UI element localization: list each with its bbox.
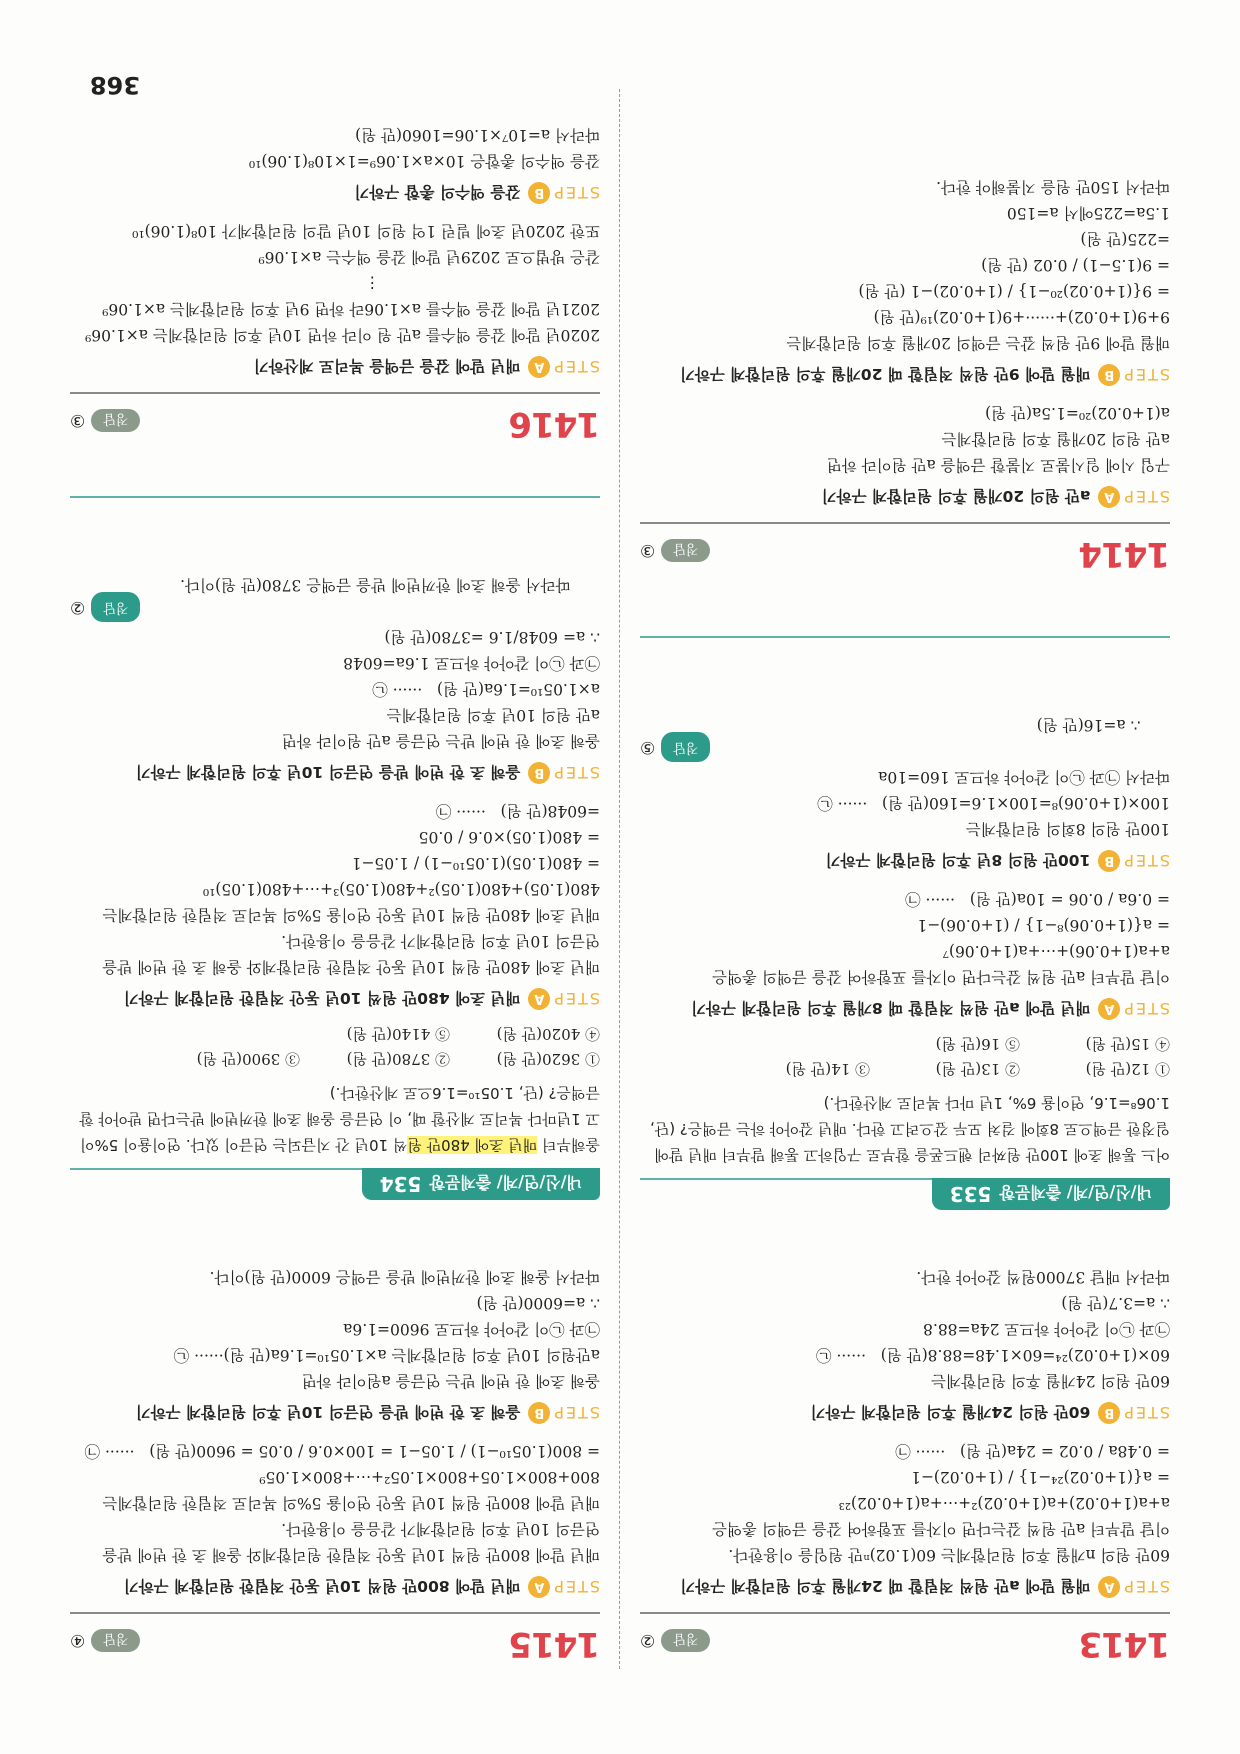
problem-number: 1415 xyxy=(509,1624,600,1664)
step-a-heading: STEP A a만 원의 20개월 후의 원리합계 구하기 xyxy=(821,487,1170,507)
text-line: 연금의 10년 후의 원리합계가 같음을 이용한다. xyxy=(281,932,600,950)
text-line: 연금의 10년 후의 원리합계가 같음을 이용한다. xyxy=(281,1520,600,1538)
answer-badge: 정답 xyxy=(91,409,140,432)
step-title: 올해 초 한 번에 받을 연금의 10년 후의 원리합계 구하기 xyxy=(135,1403,521,1421)
formula-line: a×1.05¹⁰=1.6a(만 원) ······ ㉡ xyxy=(372,680,600,698)
step-a-heading: STEP A 매년 말에 갚을 금액을 복리로 계산하기 xyxy=(253,357,600,377)
answer xyxy=(640,1629,710,1652)
step-title: 매년 말에 갚을 금액을 복리로 계산하기 xyxy=(253,357,521,375)
answer xyxy=(640,539,710,562)
step-a-heading: STEP A 매년 말에 a만 원씩 적립할 때 8개월 후의 원리합계 구하기 xyxy=(691,999,1170,1019)
answer-value: ③ xyxy=(640,540,656,561)
step-b-heading: STEP B 60만 원의 24개월 후의 원리합계 구하기 xyxy=(810,1403,1170,1423)
conclusion-line: 따라서 매달 37000원씩 갚아야 한다. xyxy=(916,1268,1170,1286)
step-b-icon: B xyxy=(528,182,550,204)
formula-line: ㉠과 ㉡이 같아야 하므로 24a=88.8 xyxy=(923,1320,1170,1338)
section-rule xyxy=(640,636,1170,638)
problem-header-1413 xyxy=(640,1612,1170,1666)
problem-number: 1416 xyxy=(509,404,600,444)
step-title: 매월 말에 a만 원씩 적립할 때 24개월 후의 원리합계 구하기 xyxy=(680,1577,1091,1595)
choices xyxy=(640,1034,1170,1080)
formula-line: = 9{(1+0.02)²⁰−1} / (1+0.02)−1 (만 원) xyxy=(858,282,1170,300)
step-b-heading: STEP B 올해 초 한 번에 받을 연금의 10년 후의 원리합계 구하기 xyxy=(135,1403,600,1423)
problem-number: 1413 xyxy=(1079,1624,1170,1664)
left-column xyxy=(640,174,1170,1666)
formula-line: ∴ a=6000(만 원) xyxy=(476,1294,600,1312)
text-line: 올해 초에 한 번에 받는 연금을 a만 원이라 하면 xyxy=(281,732,600,750)
choice-4: ④ 4020(만 원) xyxy=(496,1025,600,1043)
problem-header-1414 xyxy=(640,522,1170,576)
text-line: 이달 말부터 a만 원씩 갚는다면 이자를 포함하여 갚을 금액의 총액은 xyxy=(712,1520,1170,1538)
choice-5: ⑤ 4140(만 원) xyxy=(346,1025,450,1043)
step-b-icon: B xyxy=(528,762,550,784)
step-a-icon: A xyxy=(528,988,550,1010)
formula-line: ㉠과 ㉡이 같아야 하므로 1.6a=6048 xyxy=(343,654,600,672)
text-line: 같은 방법으로 2029년 말에 갚을 액수는 a×1.06⁹ xyxy=(258,248,600,266)
step-title: 매월 말에 9만 원씩 적립할 때 20개월 후의 원리합계 구하기 xyxy=(679,365,1091,383)
highlighted-text: 매년 초에 480만 원 xyxy=(407,1136,538,1154)
step-a-heading: STEP A 매년 초에 480만 원씩 10년 동안 적립한 원리합계 구하기 xyxy=(123,989,600,1009)
step-b-heading: STEP B 100만 원의 8년 후의 원리합계 구하기 xyxy=(825,851,1170,871)
text-line: 구입 시에 일시불로 지불할 금액을 a만 원이라 하면 xyxy=(826,456,1170,474)
step-title: 60만 원의 24개월 후의 원리합계 구하기 xyxy=(810,1403,1091,1421)
text-line: 60만 원의 24개월 후의 원리합계는 xyxy=(931,1372,1170,1390)
answer xyxy=(70,409,140,432)
text-line: 매월 말에 9만 원씩 갚는 금액의 20개월 후의 원리합계는 xyxy=(786,334,1170,352)
choice-1: ① 12(만 원) xyxy=(1085,1060,1170,1078)
formula-line: =225(만 원) xyxy=(1080,230,1170,248)
step-title: 매년 초에 480만 원씩 10년 동안 적립한 원리합계 구하기 xyxy=(123,989,521,1007)
step-b-icon: B xyxy=(1098,1402,1120,1424)
choice-3: ③ 14(만 원) xyxy=(785,1060,870,1078)
formula-line: 100×(1+0.06)⁸=100×1.6=160(만 원) ······ ㉡ xyxy=(817,794,1170,812)
answer xyxy=(70,1629,140,1652)
step-b-heading: STEP B 올해 초 한 번에 받을 연금의 10년 후의 원리합계 구하기 xyxy=(135,763,600,783)
answer-badge: 정답 xyxy=(661,1629,710,1652)
text-line: 이달 말부터 a만 원씩 갚는다면 이자를 포함하여 갚을 금액의 총액은 xyxy=(712,968,1170,986)
answer xyxy=(640,732,710,762)
step-title: 매년 말에 a만 원씩 적립할 때 8개월 후의 원리합계 구하기 xyxy=(691,999,1091,1017)
formula-line: = 480(1.05)×0.6 / 0.05 xyxy=(418,828,600,846)
formula-line: ∴ a=3.7(만 원) xyxy=(1061,1294,1170,1312)
conclusion-line: 따라서 올해 초에 한꺼번에 받을 금액은 6000(만 원)이다. xyxy=(209,1268,600,1286)
step-a-icon: A xyxy=(528,1576,550,1598)
choice-2: ② 3780(만 원) xyxy=(346,1050,450,1068)
formula-line: a만원의 10년 후의 원리합계는 a×1.05¹⁰=1.6a(만 원)······ ㉡ xyxy=(173,1346,600,1364)
problem-header-1415 xyxy=(70,1612,600,1666)
formula-line: ∴ a= 6048/1.6 =3780(만 원) xyxy=(384,628,600,646)
answer-value: ② xyxy=(640,1630,656,1651)
formula-line: a+a(1+0.06)+⋯+a(1+0.06)⁷ xyxy=(942,942,1170,960)
related-problem-banner-534 xyxy=(70,1168,600,1204)
related-problem-banner-533 xyxy=(640,1178,1170,1214)
answer-value: ② xyxy=(70,597,86,617)
step-b-icon: B xyxy=(1098,850,1120,872)
answer xyxy=(70,592,140,622)
step-a-icon: A xyxy=(528,356,550,378)
step-b-heading: STEP B 매월 말에 9만 원씩 적립할 때 20개월 후의 원리합계 구하기 xyxy=(679,365,1170,385)
text-line: 매년 말에 800만 원씩 10년 동안 적립한 원리합계와 올해 초 한 번에 받을 xyxy=(102,1546,600,1564)
column-divider xyxy=(619,89,620,1669)
step-a-icon: A xyxy=(1098,998,1120,1020)
answer-badge: 정답 xyxy=(661,539,710,562)
formula-line: = 9(1.5−1) / 0.02 (만 원) xyxy=(981,256,1170,274)
step-title: 갚을 액수의 총합 구하기 xyxy=(354,183,521,201)
formula-line: 60×(1+0.02)²⁴=60×1.48=88.8(만 원) ······ ㉡ xyxy=(815,1346,1170,1364)
text-line: 2020년 말에 갚을 액수를 a만 원 이라 하면 10년 후의 원리합계는 a×1.06⁹ xyxy=(85,326,600,344)
problem-header-1416 xyxy=(70,392,600,446)
step-a-heading: STEP A 매년 말에 800만 원씩 10년 동안 적립한 원리합계 구하기 xyxy=(123,1577,600,1597)
answer-value: ⑤ xyxy=(640,737,656,757)
text-line: a만 원의 10년 후의 원리합계는 xyxy=(386,706,600,724)
formula-line: = 0.48a / 0.02 = 24a(만 원) ······ ㉠ xyxy=(895,1442,1170,1460)
formula-line: = a{(1+0.06)⁸−1} / (1+0.06)−1 xyxy=(917,916,1170,934)
text-line: 매년 초에 480만 원씩 10년 동안 적립한 원리합계와 올해 초 한 번에 받을 xyxy=(102,958,600,976)
choice-2: ② 13(만 원) xyxy=(935,1060,1020,1078)
question-text: 올해부터 매년 초에 480만 원씩 10년 간 지급되는 연금이 있다. 연이율이 5%이고 1년마다 복리로 계산할 때, 이 연금을 올해 초에 한꺼번에 받는다면 받아야 할 금액은? (단, 1.05¹⁰=1.6으로 계산한다.) xyxy=(79,1084,600,1154)
banner-label: 내/신/연/계/ 출제문항534 xyxy=(362,1168,600,1200)
formula-line: = 800(1.05¹⁰−1) / 1.05−1 = 100×0.6 / 0.05 = 9600(만 원) ······ ㉠ xyxy=(84,1442,600,1460)
text-line: 2021년 말에 갚을 액수를 a×1.06라 하면 9년 후의 원리합계는 a×1.06⁹ xyxy=(102,300,600,318)
step-title: 100만 원의 8년 후의 원리합계 구하기 xyxy=(825,851,1091,869)
choice-1: ① 3620(만 원) xyxy=(496,1050,600,1068)
text-line: a만 원의 20개월 후의 원리합계는 xyxy=(941,430,1170,448)
choices xyxy=(70,1024,600,1070)
step-title: 매년 말에 800만 원씩 10년 동안 적립한 원리합계 구하기 xyxy=(123,1577,521,1595)
formula-line: 갚을 액수의 총합은 10×a×1.06⁹=1×10⁸(1.06)¹⁰ xyxy=(248,152,600,170)
formula-line: = 480(1.05)(1.05¹⁰−1) / 1.05−1 xyxy=(351,854,600,872)
text-line: 매년 말에 800만 원씩 10년 동안 연이율 5%의 복리로 적립한 원리합계는 xyxy=(102,1494,600,1512)
formula-line: a+a(1+0.02)+a(1+0.02)²+⋯+a(1+0.02)²³ xyxy=(838,1494,1170,1512)
formula-line: ㉠과 ㉡이 같아야 하므로 9600=1.6a xyxy=(343,1320,600,1338)
problem-number: 1414 xyxy=(1079,534,1170,574)
formula-line: a(1+0.02)²⁰=1.5a(만 원) xyxy=(985,404,1170,422)
text-line: 100만 원의 8회의 원리합계는 xyxy=(966,820,1170,838)
choice-5: ⑤ 16(만 원) xyxy=(935,1035,1020,1053)
step-b-icon: B xyxy=(528,1402,550,1424)
text-line: 매년 초에 480만 원씩 10년 동안 연이율 5%의 복리로 적립한 원리합계는 xyxy=(102,906,600,924)
text-line: 60만 원의 n개월 후의 원리합계는 60(1.02)ⁿ만 원임을 이용한다. xyxy=(728,1546,1170,1564)
banner-label: 내/신/연/계/ 출제문항533 xyxy=(932,1178,1170,1210)
formula-line: 따라서 ㉠과 ㉡이 같아야 하므로 160=10a xyxy=(878,768,1170,786)
text-line: 또한 2020년 초에 빌린 1억 원의 10년 말의 원리합계가 10⁸(1.06)¹⁰ xyxy=(132,222,600,240)
result-line: 따라서 올해 초에 한꺼번에 받을 금액은 3780(만 원)이다. 정답 ② xyxy=(70,520,600,624)
step-a-icon: A xyxy=(1098,1576,1120,1598)
question-text: 어느 통해 초에 100만 원짜리 핸드폰을 할부로 구입하고 통해 말부터 매년 말에 일정한 금액으로 8회에 걸쳐 모두 갚으려고 한다. 매년 갚아야 하는 금액은? (단, 1.06⁸=1.6, 연이율 6%, 1년 마다 복리로 계산한다.) xyxy=(649,1094,1170,1164)
step-a-heading: STEP A 매월 말에 a만 원씩 적립할 때 24개월 후의 원리합계 구하기 xyxy=(680,1577,1170,1597)
step-a-icon: A xyxy=(1098,486,1120,508)
formula-line: 480(1.05)+480(1.05)²+480(1.05)³+⋯+480(1.05)¹⁰ xyxy=(202,880,600,898)
formula-line: =6048(만 원) ······ ㉠ xyxy=(435,802,600,820)
conclusion-line: 따라서 150만 원을 지불해야 한다. xyxy=(936,178,1170,196)
formula-line: = a{(1+0.02)²⁴−1} / (1+0.02)−1 xyxy=(911,1468,1170,1486)
page-number: 368 xyxy=(89,71,140,99)
formula-line: = 0.6a / 0.06 = 10a(만 원) ······ ㉠ xyxy=(905,890,1170,908)
step-title: 올해 초 한 번에 받을 연금의 10년 후의 원리합계 구하기 xyxy=(135,763,521,781)
step-title: a만 원의 20개월 후의 원리합계 구하기 xyxy=(821,487,1091,505)
ellipsis: ⋮ xyxy=(364,274,380,292)
formula-line: 1.5a=225에서 a=150 xyxy=(1006,204,1170,222)
answer-badge: 정답 xyxy=(91,592,140,622)
result-line: ∴ a=16(만 원) 정답 ⑤ xyxy=(640,660,1170,764)
choice-4: ④ 15(만 원) xyxy=(1085,1035,1170,1053)
conclusion-line: 따라서 a=10⁷×1.06=1060(만 원) xyxy=(355,126,600,144)
choice-3: ③ 3900(만 원) xyxy=(196,1050,300,1068)
answer-badge: 정답 xyxy=(91,1629,140,1652)
step-b-icon: B xyxy=(1098,364,1120,386)
answer-badge: 정답 xyxy=(661,732,710,762)
answer-value: ④ xyxy=(70,1630,86,1651)
formula-line: 800+800×1.05+800×1.05²+⋯+800×1.05⁹ xyxy=(259,1468,600,1486)
section-rule xyxy=(70,496,600,498)
right-column xyxy=(70,122,600,1666)
formula-line: 9+9(1+0.02)+······+9(1+0.02)¹⁹(만 원) xyxy=(873,308,1170,326)
step-b-heading: STEP B 갚을 액수의 총합 구하기 xyxy=(354,183,600,203)
answer-value: ③ xyxy=(70,410,86,431)
text-line: 올해 초에 한 번에 받는 연금을 a원이라 하면 xyxy=(301,1372,600,1390)
